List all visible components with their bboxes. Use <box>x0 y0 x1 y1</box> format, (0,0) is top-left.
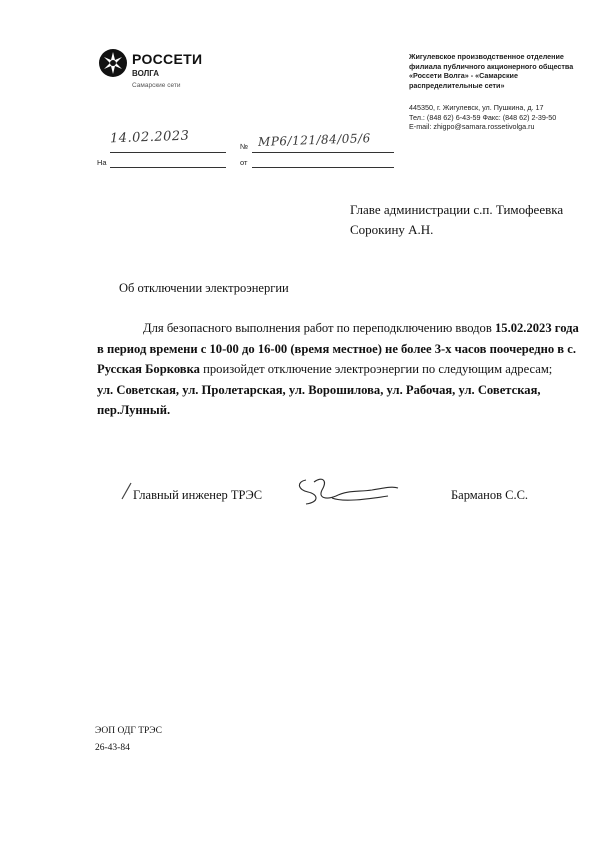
signatory-name: Барманов С.С. <box>451 488 529 502</box>
addressee-line-2: Сорокину А.Н. <box>350 222 434 237</box>
letter-body <box>97 318 580 421</box>
body-paragraph-1 <box>97 318 580 380</box>
tick-mark-icon <box>119 482 133 500</box>
footer <box>95 723 162 757</box>
signatory-title: Главный инженер ТРЭС <box>133 488 263 502</box>
sender-org-line: «Россети Волга» - «Самарские <box>409 71 518 80</box>
reference-line <box>0 0 600 200</box>
number-label: № <box>240 142 249 151</box>
sender-email: E-mail: zhigpo@samara.rossetivolga.ru <box>409 122 535 131</box>
body-text-rest: произойдет отключение электроэнергии по следующим адресам; <box>199 362 553 377</box>
brand-subtitle: ВОЛГА <box>132 69 160 78</box>
handwritten-signature <box>292 470 402 514</box>
sender-address: 445350, г. Жигулевск, ул. Пушкина, д. 17 <box>409 103 544 112</box>
brand-region: Самарские сети <box>132 82 181 89</box>
ot-label: от <box>240 158 248 167</box>
number-underline <box>252 152 394 153</box>
body-text-intro: Для безопасного выполнения работ по переподключению вводов <box>143 321 495 335</box>
na-underline <box>110 167 226 168</box>
sender-phone: Тел.: (848 62) 6-43-59 Факс: (848 62) 2-39-50 <box>409 112 557 122</box>
brand-name: РОССЕТИ <box>132 51 203 67</box>
letter-subject: Об отключении электроэнергии <box>119 281 289 295</box>
addressee-line-1: Главе администрации с.п. Тимофеевка <box>350 202 564 217</box>
na-label: На <box>97 158 107 167</box>
body-text-bold: 15.02.2023 года в период времени с 10-00 до 16-00 (время местное) не более 3-х часов поочередно в с. Русская Борковка <box>97 321 579 377</box>
body-paragraph-2: ул. Советская, ул. Пролетарская, ул. Ворошилова, ул. Рабочая, ул. Советская, пер.Лунный. <box>97 382 541 418</box>
footer-phone: 26-43-84 <box>95 743 130 753</box>
sender-org-line: Жигулевское производственное отделение <box>409 52 564 61</box>
handwritten-date: 14.02.2023 <box>109 128 190 147</box>
handwritten-number: МР6/121/84/05/6 <box>257 131 371 149</box>
sender-org-line: филиала публичного акционерного общества <box>409 61 574 71</box>
sender-org-line: распределительные сети» <box>409 80 505 90</box>
date-underline <box>110 152 226 153</box>
ot-underline <box>252 167 394 168</box>
footer-department: ЭОП ОДГ ТРЭС <box>95 726 162 736</box>
addressee <box>350 200 563 240</box>
